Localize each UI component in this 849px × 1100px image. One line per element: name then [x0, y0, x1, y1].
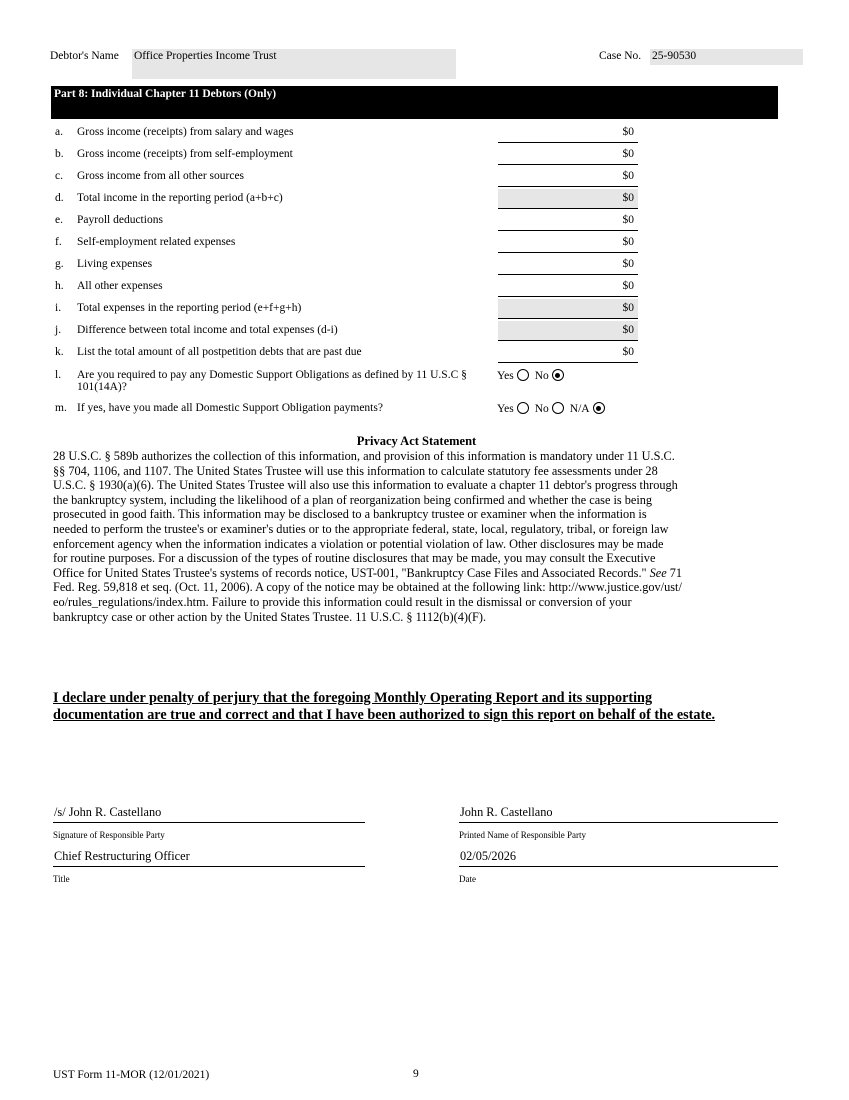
title-value: Chief Restructuring Officer: [54, 849, 190, 863]
line-item-amount: $0: [622, 324, 634, 336]
privacy-line: the bankruptcy system, including the likelihood of a plan of reorganization being confirmed and whether the case is being: [53, 492, 653, 507]
line-item-row: [55, 145, 645, 167]
privacy-line: enforcement agency when the information indicates a violation or potential violation of law. Other disclosures may be made: [53, 536, 664, 551]
signature-field[interactable]: [53, 804, 365, 823]
line-item-letter: i.: [55, 302, 62, 314]
question-m-na-label: N/A: [569, 403, 590, 415]
case-no-field[interactable]: [650, 49, 803, 65]
debtor-name-label: Debtor's Name: [50, 50, 119, 62]
question-m-no-label: No: [534, 403, 549, 415]
title-field[interactable]: [53, 848, 365, 867]
debtor-name-field[interactable]: [132, 49, 456, 79]
line-item-amount: $0: [622, 214, 634, 226]
line-item-description: Self-employment related expenses: [77, 236, 236, 248]
line-item-amount-field[interactable]: [498, 123, 638, 143]
line-item-row: [55, 277, 645, 299]
privacy-line: prosecuted in good faith. This information may be disclosed to a bankruptcy trustee or examiner when the information is: [53, 507, 647, 522]
line-item-amount: $0: [622, 170, 634, 182]
line-item-row: [55, 123, 645, 145]
question-l-letter: l.: [55, 369, 62, 381]
page-number: 9: [413, 1068, 419, 1080]
line-item-amount-field[interactable]: [498, 277, 638, 297]
line-item-amount: $0: [622, 148, 634, 160]
line-item-row: [55, 299, 645, 321]
line-item-amount-field[interactable]: [498, 211, 638, 231]
line-item-amount-field[interactable]: [498, 343, 638, 363]
question-m: [55, 402, 655, 418]
privacy-line: U.S.C. § 1930(a)(6). The United States Trustee will also use this information to evaluate a chapter 11 debtor's progress through: [53, 478, 678, 493]
part8-header-bar: [51, 86, 778, 119]
line-item-amount-field[interactable]: [498, 321, 638, 341]
privacy-line: bankruptcy case or other action by the United States Trustee. 11 U.S.C. § 1112(b)(4)(F).: [53, 609, 487, 624]
line-item-amount-field[interactable]: [498, 167, 638, 187]
question-l-no-label: No: [534, 370, 549, 382]
form-id: UST Form 11-MOR (12/01/2021): [53, 1069, 210, 1081]
privacy-line-with-see: [53, 566, 793, 581]
privacy-see-number: 71: [669, 565, 683, 580]
privacy-line: Fed. Reg. 59,818 et seq. (Oct. 11, 2006). A copy of the notice may be obtained at the following link: http://www.justice.gov/ust/: [53, 580, 682, 595]
privacy-line: Office for United States Trustee's systems of records notice, UST-001, "Bankruptcy Case Files and Associated Records.": [53, 565, 647, 580]
question-m-yes-label: Yes: [497, 403, 514, 415]
line-item-letter: a.: [55, 126, 63, 138]
question-m-yes-radio[interactable]: [517, 402, 529, 414]
question-l-options: [497, 369, 570, 382]
question-l: [55, 369, 655, 399]
line-item-description: Payroll deductions: [77, 214, 163, 226]
line-item-amount-field[interactable]: [498, 299, 638, 319]
question-m-options: [497, 402, 611, 415]
printed-name-value: John R. Castellano: [460, 805, 553, 819]
question-l-yes-label: Yes: [497, 370, 514, 382]
line-item-description: Gross income (receipts) from salary and wages: [77, 126, 294, 138]
printed-name-field[interactable]: [459, 804, 778, 823]
line-item-letter: j.: [55, 324, 62, 336]
question-m-letter: m.: [55, 402, 67, 414]
privacy-line: §§ 704, 1106, and 1107. The United States Trustee will use this information to calculate statutory fee assessments under 28: [53, 463, 658, 478]
line-item-row: [55, 189, 645, 211]
line-item-letter: e.: [55, 214, 63, 226]
line-item-amount: $0: [622, 280, 634, 292]
privacy-line: 28 U.S.C. § 589b authorizes the collection of this information, and provision of this information is mandatory under 11 U.S.C.: [53, 449, 675, 463]
line-item-description: All other expenses: [77, 280, 163, 292]
line-item-row: [55, 343, 645, 365]
line-item-amount-field[interactable]: [498, 255, 638, 275]
declaration: [53, 690, 813, 724]
line-item-letter: h.: [55, 280, 64, 292]
line-item-letter: d.: [55, 192, 64, 204]
line-item-letter: f.: [55, 236, 62, 248]
line-item-amount-field[interactable]: [498, 189, 638, 209]
signature-caption: Signature of Responsible Party: [53, 830, 165, 840]
debtor-name-value: Office Properties Income Trust: [134, 50, 277, 62]
line-item-letter: c.: [55, 170, 63, 182]
line-item-description: Difference between total income and total expenses (d-i): [77, 324, 338, 336]
privacy-body: [53, 449, 793, 624]
question-m-no-radio[interactable]: [552, 402, 564, 414]
line-item-row: [55, 211, 645, 233]
date-field[interactable]: [459, 848, 778, 867]
line-item-row: [55, 321, 645, 343]
privacy-line: eo/rules_regulations/index.htm. Failure to provide this information could result in the dismissal or conversion of your: [53, 594, 632, 609]
line-item-letter: b.: [55, 148, 64, 160]
title-caption: Title: [53, 874, 70, 884]
privacy-line: for routine purposes. For a discussion of the types of routine disclosures that may be made, you may consult the Executive: [53, 551, 656, 566]
question-m-na-radio[interactable]: [593, 402, 605, 414]
line-item-amount: $0: [622, 302, 634, 314]
line-item-row: [55, 167, 645, 189]
declaration-line-1: I declare under penalty of perjury that the foregoing Monthly Operating Report and its supporting: [53, 690, 653, 706]
line-item-row: [55, 233, 645, 255]
question-l-text: Are you required to pay any Domestic Support Obligations as defined by 11 U.S.C § 101(14A)?: [77, 369, 467, 393]
line-item-row: [55, 255, 645, 277]
printed-name-caption: Printed Name of Responsible Party: [459, 830, 586, 840]
line-item-description: Gross income from all other sources: [77, 170, 245, 182]
line-item-amount-field[interactable]: [498, 145, 638, 165]
line-item-amount: $0: [622, 126, 634, 138]
date-value: 02/05/2026: [460, 849, 517, 863]
privacy-see: See: [649, 565, 667, 580]
line-item-letter: g.: [55, 258, 64, 270]
line-item-amount: $0: [622, 258, 634, 270]
line-item-amount-field[interactable]: [498, 233, 638, 253]
question-l-no-radio[interactable]: [552, 369, 564, 381]
question-m-text: If yes, have you made all Domestic Support Obligation payments?: [77, 402, 383, 414]
case-no-value: 25-90530: [652, 50, 697, 62]
line-item-description: Living expenses: [77, 258, 153, 270]
case-no-label: Case No.: [599, 50, 642, 62]
line-item-amount: $0: [622, 236, 634, 248]
question-l-yes-radio[interactable]: [517, 369, 529, 381]
date-caption: Date: [459, 874, 476, 884]
line-item-description: Gross income (receipts) from self-employment: [77, 148, 293, 160]
declaration-line-2: documentation are true and correct and that I have been authorized to sign this report on behalf of the estate.: [53, 707, 716, 723]
signature-value: /s/ John R. Castellano: [54, 805, 162, 819]
privacy-title: Privacy Act Statement: [356, 434, 477, 448]
line-item-letter: k.: [55, 346, 64, 358]
line-item-amount: $0: [622, 192, 634, 204]
part8-title: Part 8: Individual Chapter 11 Debtors (Only): [54, 88, 277, 100]
line-item-amount: $0: [622, 346, 634, 358]
line-item-description: Total expenses in the reporting period (e+f+g+h): [77, 302, 302, 314]
line-item-description: List the total amount of all postpetition debts that are past due: [77, 346, 362, 358]
line-item-description: Total income in the reporting period (a+b+c): [77, 192, 283, 204]
privacy-line: needed to perform the trustee's or examiner's duties or to the appropriate federal, state, local, regulatory, tribal, or foreign law: [53, 521, 669, 536]
